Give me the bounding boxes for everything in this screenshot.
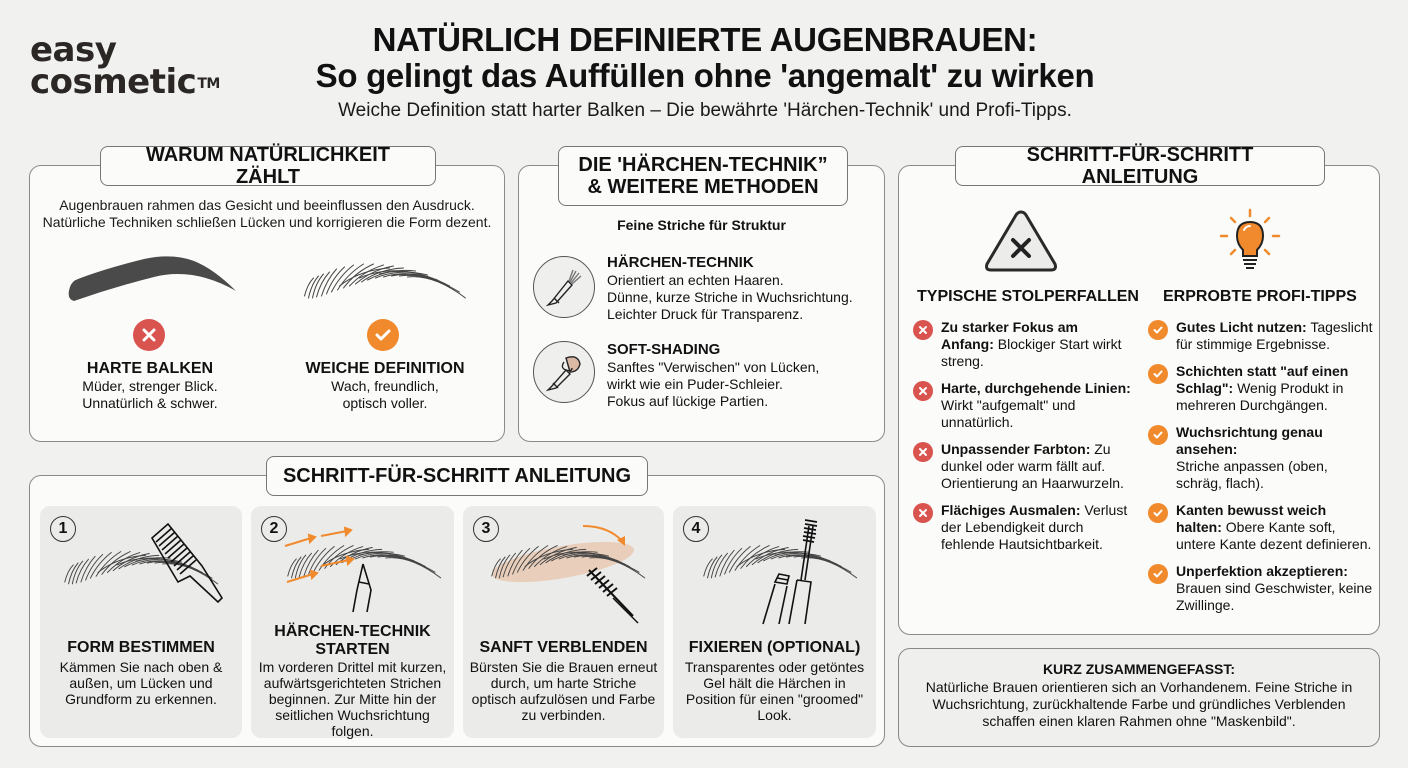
methods-panel xyxy=(518,154,885,442)
check-circle-icon xyxy=(1148,564,1168,584)
fine-brow-pen-icon xyxy=(533,256,595,318)
spoolie-brush-icon xyxy=(483,518,658,633)
pitfall-text: Wirkt "aufgemalt" und unnatürlich. xyxy=(941,397,1076,430)
tip-bold: Wuchsrichtung genau ansehen: xyxy=(1176,424,1323,457)
tip-bold: Gutes Licht nutzen: xyxy=(1176,319,1307,335)
pro-tip-item xyxy=(1148,424,1374,492)
bad-line2: Unnatürlich & schwer. xyxy=(82,395,218,411)
good-title: WEICHE DEFINITION xyxy=(305,360,465,377)
pitfall-bold: Flächiges Ausmalen: xyxy=(941,502,1081,518)
good-line1: Wach, freundlich, xyxy=(331,378,439,394)
trademark: TM xyxy=(197,76,220,92)
step-title: FORM BESTIMMEN xyxy=(67,639,215,656)
pitfall-bold: Zu starker Fokus am Anfang: xyxy=(941,319,1078,352)
hard-brow-illustration xyxy=(64,249,244,309)
method-line: Fokus auf lückige Partien. xyxy=(607,393,769,409)
x-circle-icon xyxy=(913,381,933,401)
pitfall-item xyxy=(913,502,1133,553)
x-circle-icon xyxy=(913,503,933,523)
comb-icon xyxy=(60,516,230,626)
methods-subheading: Feine Striche für Struktur xyxy=(617,217,786,233)
bad-line1: Müder, strenger Blick. xyxy=(82,378,218,394)
pitfall-item xyxy=(913,441,1133,492)
tip-text: Obere Kante soft, untere Kante dezent definieren. xyxy=(1176,519,1372,552)
powder-brush-icon xyxy=(533,341,595,403)
step-number: 3 xyxy=(473,516,499,542)
panel-label-line2: & WEITERE METHODEN xyxy=(587,176,819,198)
lightbulb-icon xyxy=(1215,208,1285,276)
pitfalls-heading: TYPISCHE STOLPERFALLEN xyxy=(917,288,1139,305)
pitfall-item xyxy=(913,380,1133,431)
page-subtitle: Weiche Definition statt harter Balken – Die bewährte 'Härchen-Technik' und Profi-Tipps. xyxy=(338,100,1072,121)
step-title: SANFT VERBLENDEN xyxy=(479,639,648,656)
check-circle-icon xyxy=(1148,425,1168,445)
warning-triangle-x-icon xyxy=(983,208,1059,274)
tip-text: Tageslicht für stimmige Ergebnisse. xyxy=(1176,319,1373,352)
pitfall-bold: Unpassender Farbton: xyxy=(941,441,1091,457)
x-circle-icon xyxy=(133,319,165,351)
check-circle-icon xyxy=(1148,364,1168,384)
brow-pen-arrows-icon xyxy=(273,520,448,620)
why-naturalness-panel xyxy=(29,144,505,442)
summary-box xyxy=(898,648,1380,747)
tip-bold: Unperfektion akzeptieren: xyxy=(1176,563,1348,579)
tip-text: Brauen sind Geschwister, keine Zwillinge. xyxy=(1176,580,1373,613)
pitfall-text: Blockiger Start wirkt streng. xyxy=(941,336,1122,369)
method-title: SOFT-SHADING xyxy=(607,341,721,358)
soft-brow-illustration xyxy=(297,256,472,306)
step-card-3 xyxy=(463,506,664,738)
panel-label-line1: DIE 'HÄRCHEN-TECHNIK” xyxy=(578,154,828,176)
x-circle-icon xyxy=(913,442,933,462)
page-title-line2: So gelingt das Auffüllen ohne 'angemalt' zu wirken xyxy=(315,57,1095,94)
step-text: Bürsten Sie die Brauen erneut durch, um harte Striche optisch aufzulösen und Farbe zu verbinden. xyxy=(469,659,658,723)
tips-panel xyxy=(898,144,1380,635)
tip-text: Striche anpassen (oben, schräg, flach). xyxy=(1176,458,1328,491)
pro-tip-item xyxy=(1148,363,1374,414)
step-card-4 xyxy=(673,506,876,738)
step-text: Transparentes oder getöntes Gel hält die Härchen in Position für einen "groomed" Look. xyxy=(684,659,865,723)
pro-tips-list xyxy=(1148,319,1374,624)
check-circle-icon xyxy=(1148,320,1168,340)
panel-label: SCHRITT-FÜR-SCHRITT ANLEITUNG xyxy=(955,146,1325,186)
method-title: HÄRCHEN-TECHNIK xyxy=(607,254,754,271)
check-circle-icon xyxy=(1148,503,1168,523)
pro-tip-item xyxy=(1148,502,1374,553)
good-line2: optisch voller. xyxy=(342,395,428,411)
bad-title: HARTE BALKEN xyxy=(86,360,214,377)
pitfalls-list xyxy=(913,319,1133,563)
brand-line1: easy xyxy=(30,30,117,70)
intro-line2: Natürliche Techniken schließen Lücken und korrigieren die Form dezent. xyxy=(42,214,492,230)
step-title: HÄRCHEN-TECHNIK STARTEN xyxy=(274,623,431,658)
step-text: Kämmen Sie nach oben & außen, um Lücken und Grundform zu erkennen. xyxy=(59,659,223,707)
intro-line1: Augenbrauen rahmen das Gesicht und beeinflussen den Ausdruck. xyxy=(59,197,475,213)
method-line: Sanftes "Verwischen" von Lücken, xyxy=(607,359,820,375)
pitfall-text: Zu dunkel oder warm fällt auf. Orientierung an Haarwurzeln. xyxy=(941,441,1124,491)
brow-gel-icon xyxy=(693,516,868,628)
panel-label: WARUM NATÜRLICHKEIT ZÄHLT xyxy=(100,146,436,186)
pitfall-item xyxy=(913,319,1133,370)
brand-line2: cosmetic xyxy=(30,62,197,102)
step-number: 1 xyxy=(50,516,76,542)
method-line: Leichter Druck für Transparenz. xyxy=(607,306,804,322)
pitfall-text: Verlust der Lebendigkeit durch fehlende Hautsichtbarkeit. xyxy=(941,502,1128,552)
tip-bold: Kanten bewusst weich halten: xyxy=(1176,502,1327,535)
pro-tips-heading: ERPROBTE PROFI-TIPPS xyxy=(1163,288,1357,305)
steps-panel xyxy=(29,465,885,747)
summary-text: Natürliche Brauen orientieren sich an Vorhandenem. Feine Striche in Wuchsrichtung, zurückhaltende Farbe und gründliches Verblenden schaffen einen klaren Rahmen ohne "Maskenbild". xyxy=(925,679,1353,729)
tip-bold: Schichten statt "auf einen Schlag": xyxy=(1176,363,1349,396)
step-title: FIXIEREN (OPTIONAL) xyxy=(688,639,861,656)
step-card-1 xyxy=(40,506,242,738)
check-circle-icon xyxy=(367,319,399,351)
page-title-line1: NATÜRLICH DEFINIERTE AUGENBRAUEN: xyxy=(372,21,1038,58)
method-line: Dünne, kurze Striche in Wuchsrichtung. xyxy=(607,289,853,305)
step-text: Im vorderen Drittel mit kurzen, aufwärtsgerichteten Strichen beginnen. Zur Mitte hin der seitlichen Wuchsrichtung folgen. xyxy=(258,659,447,739)
brand-logo xyxy=(30,30,220,102)
panel-label xyxy=(558,146,848,206)
summary-heading: KURZ ZUSAMMENGEFASST: xyxy=(1042,661,1236,677)
panel-label: SCHRITT-FÜR-SCHRITT ANLEITUNG xyxy=(266,456,648,496)
pitfall-bold: Harte, durchgehende Linien: xyxy=(941,380,1131,396)
tip-text: Wenig Produkt in mehreren Durchgängen. xyxy=(1176,380,1344,413)
step-card-2 xyxy=(251,506,454,738)
x-circle-icon xyxy=(913,320,933,340)
method-line: wirkt wie ein Puder-Schleier. xyxy=(607,376,783,392)
pro-tip-item xyxy=(1148,319,1374,353)
step-number: 4 xyxy=(683,516,709,542)
pro-tip-item xyxy=(1148,563,1374,614)
step-number: 2 xyxy=(261,516,287,542)
method-line: Orientiert an echten Haaren. xyxy=(607,272,784,288)
